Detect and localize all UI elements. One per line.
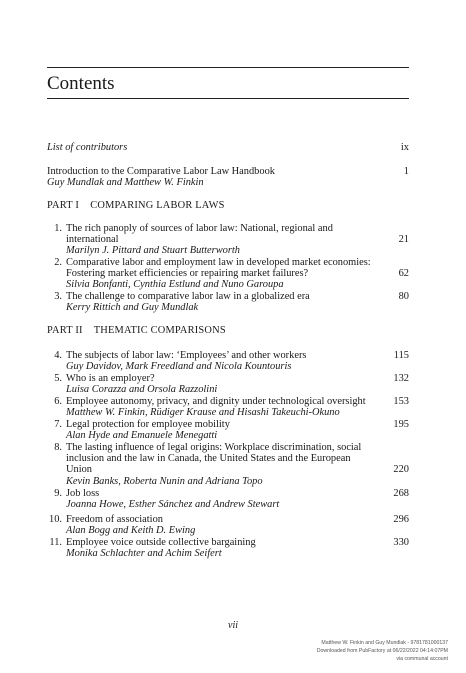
chapter-number: 5. [54,373,62,384]
chapter-authors: Guy Davidov, Mark Freedland and Nicola Kountouris [66,361,292,372]
chapter-title-line: The challenge to comparative labor law in a globalized era [66,291,310,302]
toc-entry-title: List of contributors [47,142,128,153]
part-heading: PART II THEMATIC COMPARISONS [47,325,226,336]
page-title: Contents [47,73,115,94]
chapter-title-line: Union [66,464,92,475]
chapter-number: 6. [54,396,62,407]
chapter-authors: Alan Bogg and Keith D. Ewing [66,525,196,536]
toc-entry-page: ix [400,142,409,153]
chapter-page: 62 [398,268,409,279]
chapter-page: 296 [393,514,409,525]
chapter-authors: Marilyn J. Pittard and Stuart Butterworth [66,245,240,256]
chapter-authors: Kevin Banks, Roberta Nunin and Adriana Topo [66,476,263,487]
chapter-page: 153 [393,396,409,407]
chapter-authors: Silvia Bonfanti, Cynthia Estlund and Nuno Garoupa [66,279,284,290]
chapter-number: 10. [49,514,62,525]
chapter-authors: Luisa Corazza and Orsola Razzolini [66,384,218,395]
chapter-page: 268 [393,488,409,499]
chapter-number: 11. [49,537,62,548]
chapter-authors: Joanna Howe, Esther Sánchez and Andrew Stewart [66,499,280,510]
chapter-title-line: Freedom of association [66,514,163,525]
chapter-title-line: Comparative labor and employment law in developed market economies: [66,257,371,268]
chapter-authors: Alan Hyde and Emanuele Menegatti [66,430,218,441]
chapter-title-line: Legal protection for employee mobility [66,419,230,430]
chapter-title-line: international [66,234,119,245]
chapter-number: 9. [54,488,62,499]
chapter-page: 132 [393,373,409,384]
chapter-page: 21 [398,234,409,245]
chapter-page: 115 [393,350,409,361]
chapter-title-line: Job loss [66,488,100,499]
toc-entry-page: 1 [403,166,409,177]
chapter-title-line: The subjects of labor law: ‘Employees’ and other workers [66,350,307,361]
download-footer-line: via communal account [396,656,448,662]
chapter-number: 8. [54,442,62,453]
top-rule [47,67,409,68]
chapter-authors: Kerry Rittich and Guy Mundlak [66,302,199,313]
chapter-page: 195 [393,419,409,430]
chapter-title-line: Employee autonomy, privacy, and dignity under technological oversight [66,396,366,407]
chapter-page: 80 [398,291,409,302]
chapter-title-line: The rich panoply of sources of labor law: National, regional and [66,223,333,234]
chapter-authors: Monika Schlachter and Achim Seifert [66,548,222,559]
chapter-title-line: Who is an employer? [66,373,155,384]
chapter-number: 1. [54,223,62,234]
chapter-title-line: The lasting influence of legal origins: Workplace discrimination, social [66,442,362,453]
chapter-number: 2. [54,257,62,268]
toc-entry-title: Introduction to the Comparative Labor Law Handbook [47,166,275,177]
download-footer-line: Downloaded from PubFactory at 06/22/2022 04:14:07PM [316,648,448,654]
chapter-page: 330 [393,537,409,548]
chapter-title-line: Fostering market efficiencies or repairing market failures? [66,268,309,279]
page-folio: vii [228,620,238,631]
part-heading: PART I COMPARING LABOR LAWS [47,200,225,211]
chapter-page: 220 [393,464,409,475]
chapter-title-line: Employee voice outside collective bargaining [66,537,256,548]
chapter-title-line: inclusion and the law in Canada, the United States and the European [66,453,351,464]
chapter-authors: Matthew W. Finkin, Rüdiger Krause and Hisashi Takeuchi-Okuno [66,407,340,418]
title-rule [47,98,409,99]
chapter-number: 3. [54,291,62,302]
toc-entry-authors: Guy Mundlak and Matthew W. Finkin [47,177,204,188]
chapter-number: 4. [54,350,62,361]
chapter-number: 7. [54,419,62,430]
download-footer-line: Matthew W. Finkin and Guy Mundlak - 9781781000137 [321,640,448,646]
